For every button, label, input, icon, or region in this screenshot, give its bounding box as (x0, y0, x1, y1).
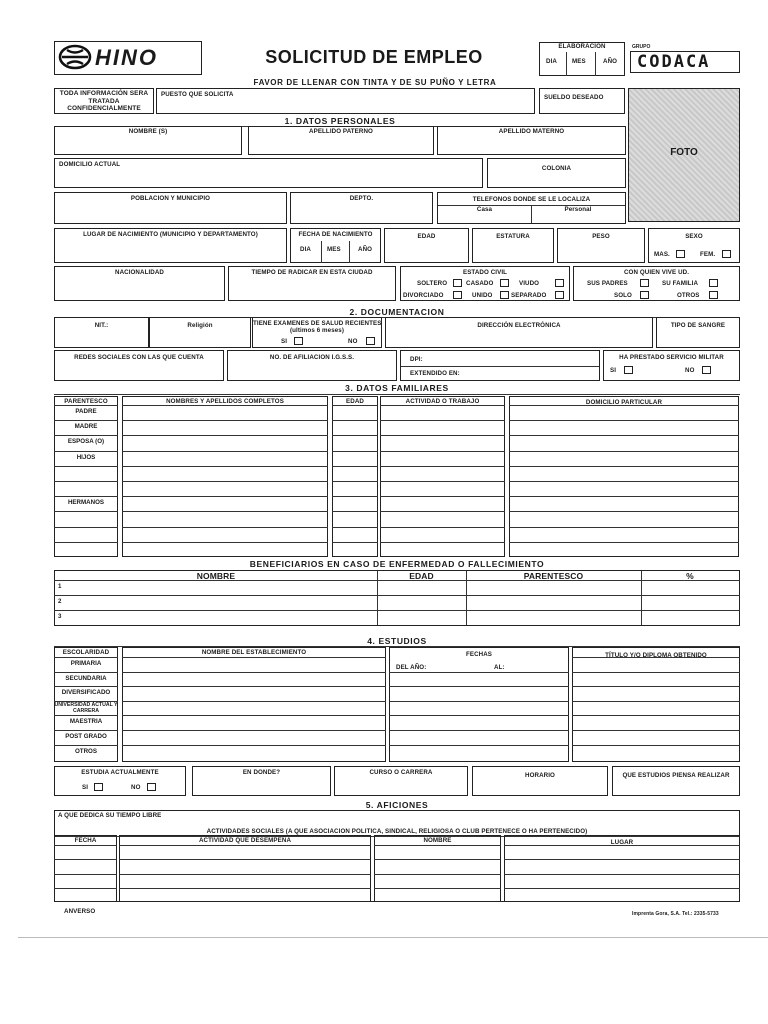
section-aficiones: 5. AFICIONES (365, 800, 429, 810)
familiar-nombre-input[interactable] (122, 405, 328, 420)
fecha-nacimiento-field[interactable]: FECHA DE NACIMIENTO DIA MES AÑO (290, 228, 381, 263)
anverso-label: ANVERSO (64, 908, 96, 915)
domicilio-field[interactable]: DOMICILIO ACTUAL (54, 158, 483, 188)
brand-name: HINO (95, 45, 158, 70)
estudios-planeados-field[interactable]: QUE ESTUDIOS PIENSA REALIZAR (612, 766, 740, 796)
actividad-input[interactable] (119, 874, 371, 888)
familiar-nombre-input[interactable] (122, 496, 328, 511)
examenes-no-checkbox[interactable] (366, 337, 375, 345)
section-estudios: 4. ESTUDIOS (367, 636, 427, 646)
tiempo-radicar-field[interactable]: TIEMPO DE RADICAR EN ESTA CIUDAD (228, 266, 396, 301)
estudia-no-checkbox[interactable] (147, 783, 156, 791)
elaboracion-box[interactable] (539, 42, 625, 76)
elaboracion-dia: DIA (546, 58, 557, 65)
nacionalidad-field[interactable]: NACIONALIDAD (54, 266, 225, 301)
escolaridad-label: DIVERSIFICADO (61, 689, 111, 697)
actividad-desempena-column: ACTIVIDAD QUE DESEMPEÑA (119, 835, 371, 902)
puesto-field[interactable]: PUESTO QUE SOLICITA (156, 88, 535, 114)
establecimiento-input[interactable] (122, 672, 386, 687)
fecha-column: FECHA (54, 835, 117, 902)
viudo-checkbox[interactable] (555, 279, 564, 287)
actividad-column: ACTIVIDAD O TRABAJO (380, 396, 505, 557)
escolaridad-label: POST GRADO (65, 733, 107, 740)
grupo-label: GRUPO (632, 44, 651, 50)
imprenta-label: Imprenta Gora, S.A. Tel.: 2335-5733 (632, 911, 719, 917)
edad-field[interactable]: EDAD (384, 228, 469, 263)
igss-field[interactable]: NO. DE AFILIACION I.G.S.S. (227, 350, 397, 381)
section-documentacion: 2. DOCUMENTACION (349, 307, 445, 317)
beneficiarios-table: NOMBRE EDAD PARENTESCO % (54, 570, 740, 626)
familiar-nombre-input[interactable] (122, 451, 328, 466)
estado-civil-group: ESTADO CIVIL SOLTERO CASADO VIUDO DIVORCIADO UNIDO SEPARADO (400, 266, 570, 301)
depto-field[interactable]: DEPTO. (290, 192, 433, 224)
en-donde-field[interactable]: EN DONDE? (192, 766, 331, 796)
instruction-text: FAVOR DE LLENAR CON TINTA Y DE SU PUÑO Y LETRA (253, 78, 497, 87)
tiempo-libre-label: A QUE DEDICA SU TIEMPO LIBRE (58, 812, 162, 819)
actividad-input[interactable] (119, 888, 371, 902)
confidential-box (54, 88, 154, 114)
sueldo-field[interactable]: SUELDO DESEADO (539, 88, 625, 114)
establecimiento-input[interactable] (122, 701, 386, 716)
examenes-si-checkbox[interactable] (294, 337, 303, 345)
establecimiento-input[interactable] (122, 730, 386, 745)
sexo-femenino-checkbox[interactable] (722, 250, 731, 258)
lugar-column: LUGAR (504, 835, 740, 902)
escolaridad-label: PRIMARIA (70, 660, 102, 667)
photo-label: FOTO (670, 147, 698, 158)
colonia-field[interactable]: COLONIA (487, 158, 626, 188)
actividad-input[interactable] (119, 845, 371, 859)
dpi-field[interactable]: DPI: EXTENDIDO EN: (400, 350, 600, 381)
escolaridad-label: OTROS (74, 747, 97, 755)
unido-checkbox[interactable] (500, 291, 509, 299)
beneficiario-number: 1 (58, 583, 62, 590)
establecimiento-input[interactable] (122, 686, 386, 701)
examenes-group: TIENE EXAMENES DE SALUD RECIENTES (ultimos 6 meses) SI NO (252, 317, 382, 348)
sus-padres-checkbox[interactable] (640, 279, 649, 287)
separado-checkbox[interactable] (555, 291, 564, 299)
nit-field[interactable]: NIT.: (54, 317, 149, 348)
peso-field[interactable]: PESO (557, 228, 645, 263)
parentesco-label: MADRE (74, 423, 98, 431)
edad-column: EDAD (332, 396, 378, 557)
apellido-paterno-field[interactable]: APELLIDO PATERNO (248, 126, 434, 155)
estudia-actualmente-group: ESTUDIA ACTUALMENTE SI NO (54, 766, 186, 796)
elaboracion-mes: MES (572, 58, 586, 65)
solo-checkbox[interactable] (640, 291, 649, 299)
familiar-nombre-input[interactable] (122, 481, 328, 496)
telefonos-field[interactable]: TELEFONOS DONDE SE LE LOCALIZA Casa Personal (437, 192, 626, 224)
escolaridad-column: ESCOLARIDAD (54, 647, 118, 762)
soltero-checkbox[interactable] (453, 279, 462, 287)
section-datos-personales: 1. DATOS PERSONALES (284, 116, 396, 126)
militar-si-checkbox[interactable] (624, 366, 633, 374)
actividad-input[interactable] (119, 859, 371, 873)
hino-emblem-icon (58, 44, 92, 70)
codaca-logo (630, 41, 740, 75)
sexo-field: SEXO MAS. FEM. (648, 228, 740, 263)
establecimiento-input[interactable] (122, 745, 386, 760)
photo-box[interactable] (628, 88, 740, 222)
familiar-nombre-input[interactable] (122, 542, 328, 557)
actividades-label: ACTIVIDADES SOCIALES (A QUE ASOCIACION POLITICA, SINDICAL, RELIGIOSA O CLUB PERTENECE O HA PERTENECIDO) (206, 828, 588, 835)
establecimiento-input[interactable] (122, 715, 386, 730)
casado-checkbox[interactable] (500, 279, 509, 287)
familiar-nombre-input[interactable] (122, 466, 328, 481)
section-beneficiarios: BENEFICIARIOS EN CASO DE ENFERMEDAD O FALLECIMIENTO (249, 559, 545, 569)
parentesco-label: PADRE (75, 408, 97, 415)
sexo-masculino-checkbox[interactable] (676, 250, 685, 258)
establecimiento-input[interactable] (122, 657, 386, 672)
lugar-nacimiento-field[interactable]: LUGAR DE NACIMIENTO (MUNICIPIO Y DEPARTAMENTO) (54, 228, 287, 263)
beneficiario-nombre-input[interactable] (70, 610, 370, 625)
curso-carrera-field[interactable]: CURSO O CARRERA (334, 766, 468, 796)
escolaridad-label: MAESTRIA (69, 718, 103, 726)
poblacion-field[interactable]: POBLACION Y MUNICIPIO (54, 192, 287, 224)
establecimiento-column: NOMBRE DEL ESTABLECIMIENTO (122, 647, 386, 762)
divorciado-checkbox[interactable] (453, 291, 462, 299)
militar-no-checkbox[interactable] (702, 366, 711, 374)
su-familia-checkbox[interactable] (709, 279, 718, 287)
hino-logo (54, 41, 202, 75)
estatura-field[interactable]: ESTATURA (472, 228, 554, 263)
escolaridad-label: SECUNDARIA (65, 674, 107, 682)
religion-field[interactable]: Religión (149, 317, 251, 348)
beneficiario-nombre-input[interactable] (70, 580, 370, 595)
redes-sociales-field[interactable]: REDES SOCIALES CON LAS QUE CUENTA (54, 350, 224, 381)
page-divider (18, 937, 768, 938)
confidential-text: TODA INFORMACIÓN SERA TRATADA CONFIDENCIALMENTE (59, 90, 149, 112)
beneficiario-number: 2 (58, 598, 62, 605)
parentesco-label: HIJOS (76, 453, 96, 461)
apellido-materno-field[interactable]: APELLIDO MATERNO (437, 126, 626, 155)
otros-checkbox[interactable] (709, 291, 718, 299)
horario-field[interactable]: HORARIO (472, 766, 608, 796)
escolaridad-label: UNIVERSIDAD ACTUAL Y CARRERA (54, 701, 118, 714)
elaboracion-anio: AÑO (603, 58, 618, 65)
parentesco-column: PARENTESCO (54, 396, 118, 557)
familiar-nombre-input[interactable] (122, 527, 328, 542)
section-datos-familiares: 3. DATOS FAMILIARES (345, 383, 449, 393)
titulo-column: TÍTULO Y/O DIPLOMA OBTENIDO (572, 647, 740, 762)
nombres-column: NOMBRES Y APELLIDOS COMPLETOS (122, 396, 328, 557)
familiar-nombre-input[interactable] (122, 435, 328, 450)
nombre-field[interactable]: NOMBRE (S) (54, 126, 242, 155)
form-title: SOLICITUD DE EMPLEO (265, 47, 483, 67)
familiar-nombre-input[interactable] (122, 420, 328, 435)
email-field[interactable]: DIRECCIÓN ELECTRÓNICA (385, 317, 653, 348)
estudia-si-checkbox[interactable] (94, 783, 103, 791)
nombre-asociacion-column: NOMBRE (374, 835, 501, 902)
domicilio-column: DOMICILIO PARTICULAR (509, 396, 739, 557)
beneficiario-nombre-input[interactable] (70, 595, 370, 610)
familiar-nombre-input[interactable] (122, 511, 328, 526)
parentesco-label: HERMANOS (67, 499, 105, 507)
servicio-militar-group: HA PRESTADO SERVICIO MILITAR SI NO (603, 350, 740, 381)
fechas-column: FECHAS DEL AÑO: AL: (389, 647, 569, 762)
vive-con-group: CON QUIEN VIVE UD. SUS PADRES SU FAMILIA SOLO OTROS (573, 266, 740, 301)
codaca-brand: CODACA (637, 52, 711, 72)
elaboracion-label: ELABORACION (558, 43, 606, 50)
beneficiario-number: 3 (58, 613, 62, 620)
parentesco-label: ESPOSA (O) (67, 438, 105, 446)
tipo-sangre-field[interactable]: TIPO DE SANGRE (656, 317, 740, 348)
